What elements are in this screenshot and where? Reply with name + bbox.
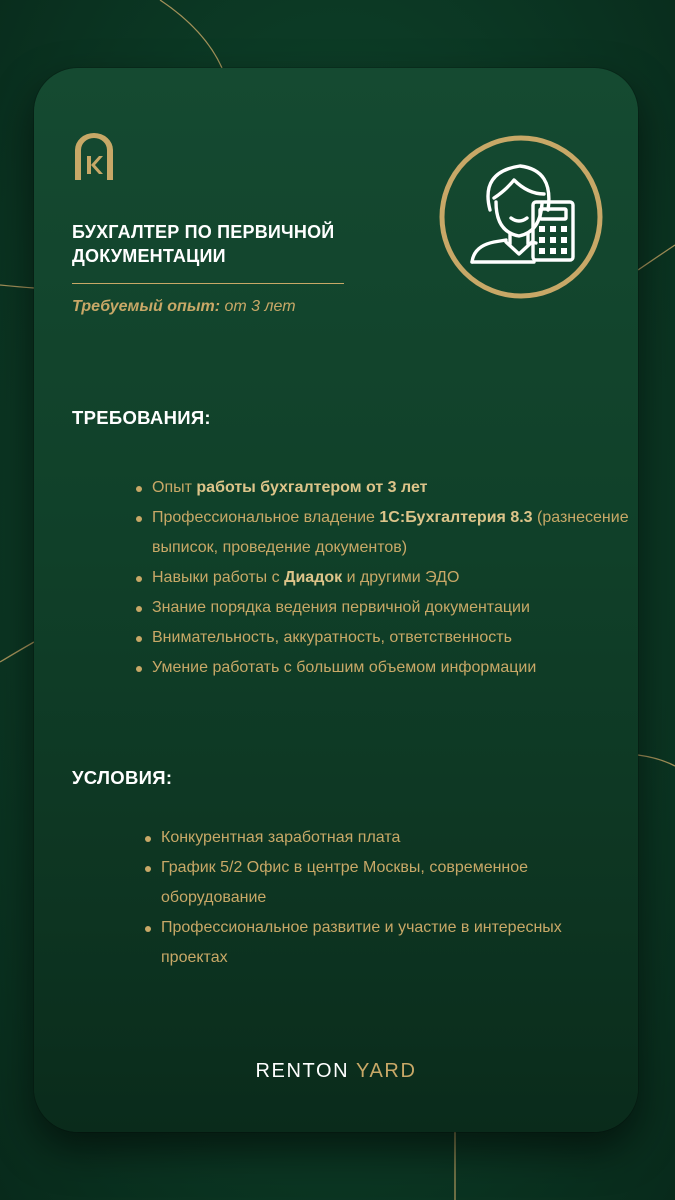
brand-name-part-2: YARD — [356, 1060, 417, 1082]
renton-logo-icon — [72, 132, 116, 180]
vacancy-title — [72, 220, 392, 268]
requirements-heading: ТРЕБОВАНИЯ: — [72, 407, 211, 428]
list-item: Профессиональное развитие и участие в интересных проектах — [145, 913, 625, 973]
list-item: Внимательность, аккуратность, ответственность — [136, 623, 636, 653]
brand-name-part-1: RENTON — [255, 1060, 350, 1082]
vacancy-card — [34, 68, 638, 1132]
experience-line — [72, 298, 296, 316]
title-divider — [72, 283, 344, 284]
list-item: Конкурентная заработная плата — [145, 823, 625, 853]
list-item: График 5/2 Офис в центре Москвы, современное оборудование — [145, 853, 625, 913]
vacancy-title-line-2: ДОКУМЕНТАЦИИ — [72, 246, 226, 266]
list-item: Умение работать с большим объемом информации — [136, 653, 636, 683]
list-item: Навыки работы с Диадок и другими ЭДО — [136, 563, 636, 593]
accountant-icon — [436, 132, 606, 302]
list-item: Знание порядка ведения первичной документации — [136, 593, 636, 623]
vacancy-title-line-1: БУХГАЛТЕР ПО ПЕРВИЧНОЙ — [72, 222, 335, 242]
experience-label: Требуемый опыт: — [72, 298, 221, 315]
conditions-list — [145, 823, 625, 973]
brand-footer — [34, 1060, 638, 1083]
experience-value: от 3 лет — [224, 298, 296, 315]
conditions-heading: УСЛОВИЯ: — [72, 767, 173, 788]
requirements-list — [136, 473, 636, 683]
list-item: Профессиональное владение 1С:Бухгалтерия 8.3 (разнесение выписок, проведение документов) — [136, 503, 636, 563]
list-item: Опыт работы бухгалтером от 3 лет — [136, 473, 636, 503]
